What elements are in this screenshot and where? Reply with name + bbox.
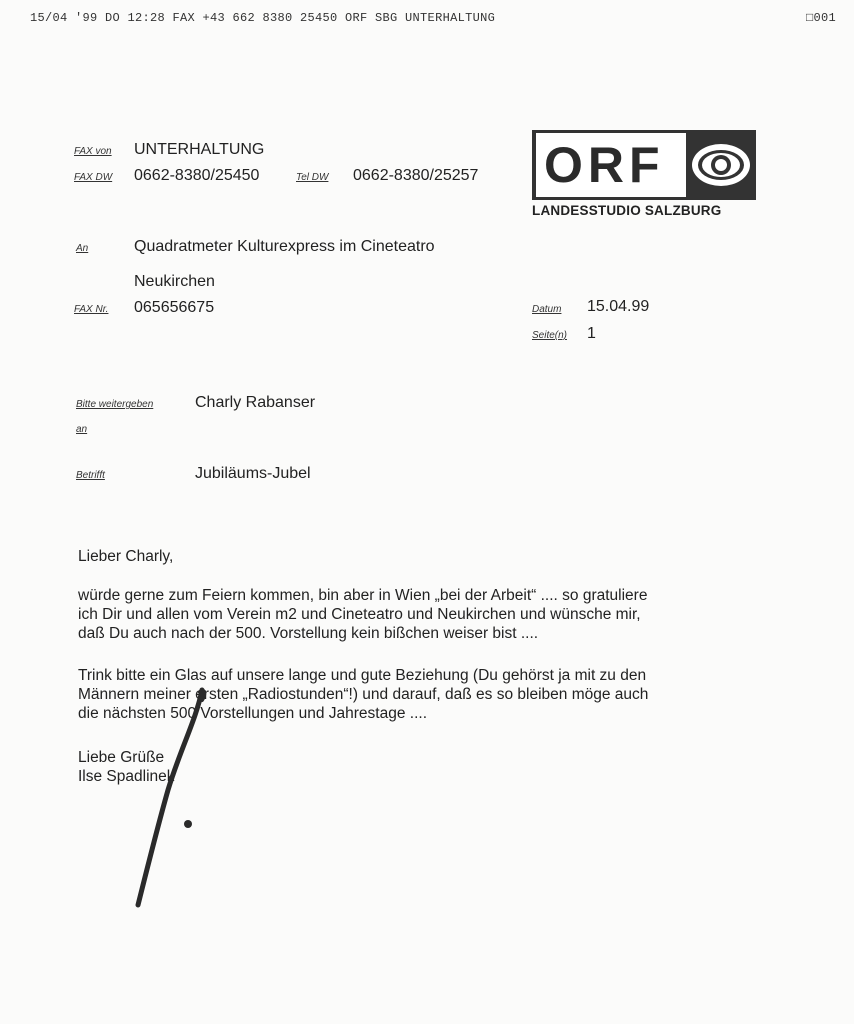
- forward-label: Bitte weitergeben: [76, 399, 154, 410]
- fax-nr-value: 065656675: [134, 299, 215, 316]
- fax-transmission-header: 15/04 '99 DO 12:28 FAX +43 662 8380 25450 ORF SBG UNTERHALTUNG: [30, 11, 496, 25]
- paragraph-line: würde gerne zum Feiern kommen, bin aber in Wien „bei der Arbeit“ .... so gratuliere: [78, 587, 648, 604]
- paragraph-line: daß Du auch nach der 500. Vorstellung kein bißchen weiser bist ....: [78, 625, 539, 642]
- fax-von-label: FAX von: [74, 146, 112, 157]
- fax-nr-label: FAX Nr.: [74, 304, 109, 315]
- handwritten-signature: [120, 680, 220, 920]
- fax-von-value: UNTERHALTUNG: [134, 141, 265, 158]
- recipient-location: Neukirchen: [134, 273, 215, 290]
- closing: Liebe Grüße: [78, 749, 165, 766]
- recipient-name: Quadratmeter Kulturexpress im Cineteatro: [134, 238, 435, 255]
- fax-dw-label: FAX DW: [74, 172, 113, 183]
- paragraph-line: Männern meiner ersten „Radiostunden“!) und darauf, daß es so bleiben möge auch: [78, 686, 649, 703]
- fax-page-number: □001: [806, 11, 837, 25]
- seiten-value: 1: [587, 325, 596, 342]
- fax-dw-value: 0662-8380/25450: [134, 167, 260, 184]
- paragraph-line: Trink bitte ein Glas auf unsere lange und gute Beziehung (Du gehörst ja mit zu den: [78, 667, 647, 684]
- seiten-label: Seite(n): [532, 330, 568, 341]
- orf-eye-icon: [690, 136, 752, 194]
- tel-dw-value: 0662-8380/25257: [353, 167, 479, 184]
- tel-dw-label: Tel DW: [296, 172, 329, 183]
- subject-value: Jubiläums-Jubel: [195, 465, 311, 482]
- paragraph-line: ich Dir und allen vom Verein m2 und Cineteatro und Neukirchen und wünsche mir,: [78, 606, 641, 623]
- sender-name: Ilse Spadlinek: [78, 768, 175, 785]
- an-label: An: [76, 243, 89, 254]
- logo-wordmark: ORF: [544, 137, 665, 193]
- datum-label: Datum: [532, 304, 562, 315]
- salutation: Lieber Charly,: [78, 548, 174, 565]
- datum-value: 15.04.99: [587, 298, 650, 315]
- logo-subtitle: LANDESSTUDIO SALZBURG: [532, 203, 722, 218]
- paragraph-line: die nächsten 500 Vorstellungen und Jahrestage ....: [78, 705, 427, 722]
- subject-label: Betrifft: [76, 470, 105, 481]
- forward-recipient: Charly Rabanser: [195, 394, 316, 411]
- forward-label-an: an: [76, 424, 88, 435]
